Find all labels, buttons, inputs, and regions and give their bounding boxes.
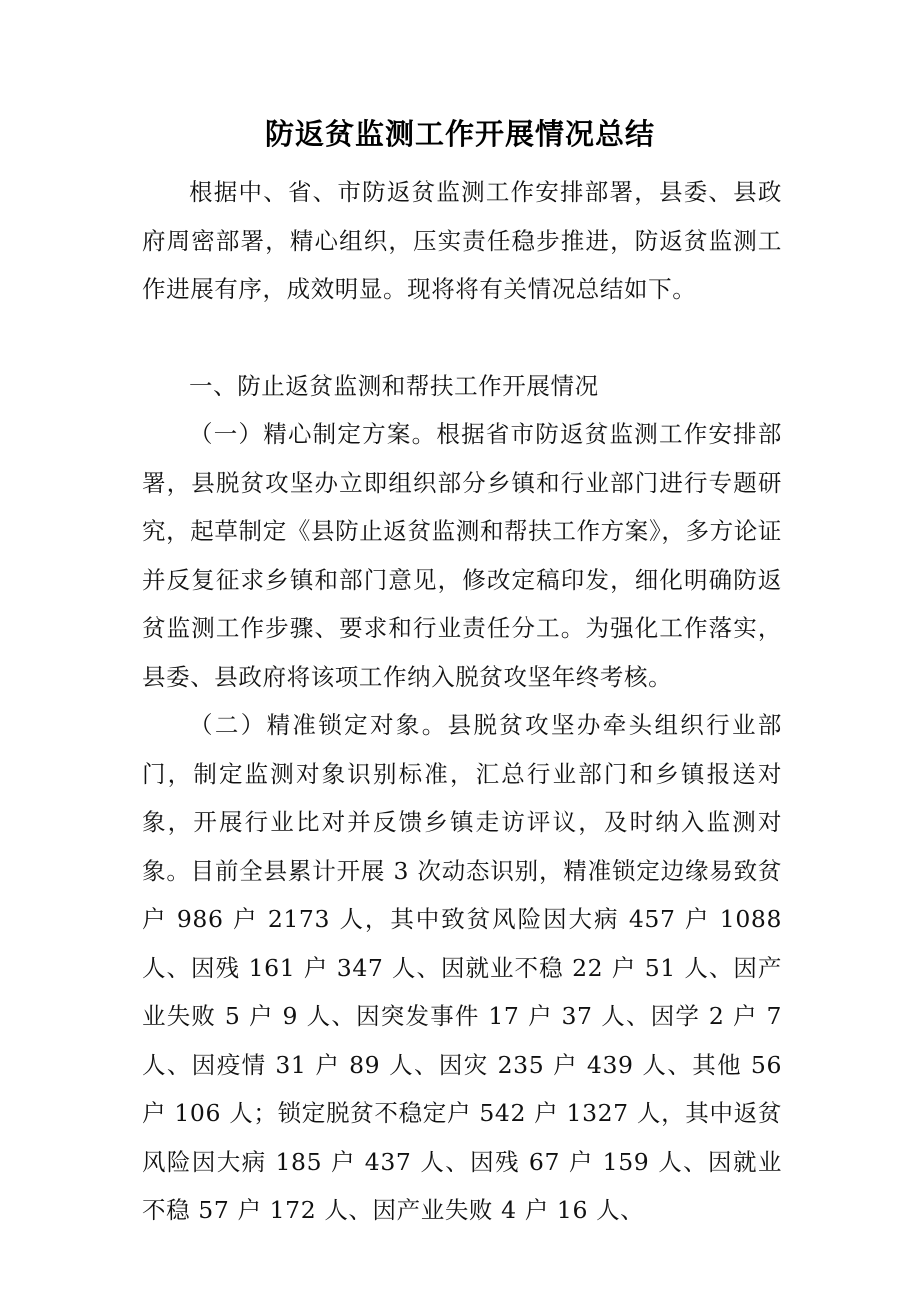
paragraph-targets: （二）精准锁定对象。县脱贫攻坚办牵头组织行业部门，制定监测对象识别标准，汇总行业部门和乡镇报送对象，开展行业比对并反馈乡镇走访评议，及时纳入监测对象。目前全县累计开展 3 次动态识别，精准锁定边缘易致贫户 986 户 2173 人，其中致贫风险因大病 457 户 1088 人、因残 161 户 347 人、因就业不稳 22 户 51 人、因产业失败 5 户 9 人、因突发事件 17 户 37 人、因学 2 户 7 人、因疫情 31 户 89 人、因灾 235 户 439 人、其他 56 户 106 人；锁定脱贫不稳定户 542 户 1327 人，其中返贫风险因大病 185 户 437 人、因残 67 户 159 人、因就业不稳 57 户 172 人、因产业失败 4 户 16 人、: [142, 711, 782, 1224]
section-heading: 一、防止返贫监测和帮扶工作开展情况: [189, 371, 599, 400]
document-body: [142, 168, 782, 1235]
intro-paragraph: 根据中、省、市防返贫监测工作安排部署，县委、县政府周密部署，精心组织，压实责任稳步推进，防返贫监测工作进展有序，成效明显。现将将有关情况总结如下。: [142, 178, 782, 303]
paragraph-spacer: [142, 314, 782, 362]
paragraph-plan: （一）精心制定方案。根据省市防返贫监测工作安排部署，县脱贫攻坚办立即组织部分乡镇和行业部门进行专题研究，起草制定《县防止返贫监测和帮扶工作方案》，多方论证并反复征求乡镇和部门意见，修改定稿印发，细化明确防返贫监测工作步骤、要求和行业责任分工。为强化工作落实，县委、县政府将该项工作纳入脱贫攻坚年终考核。: [142, 420, 782, 691]
document-title: 防返贫监测工作开展情况总结: [264, 117, 655, 151]
